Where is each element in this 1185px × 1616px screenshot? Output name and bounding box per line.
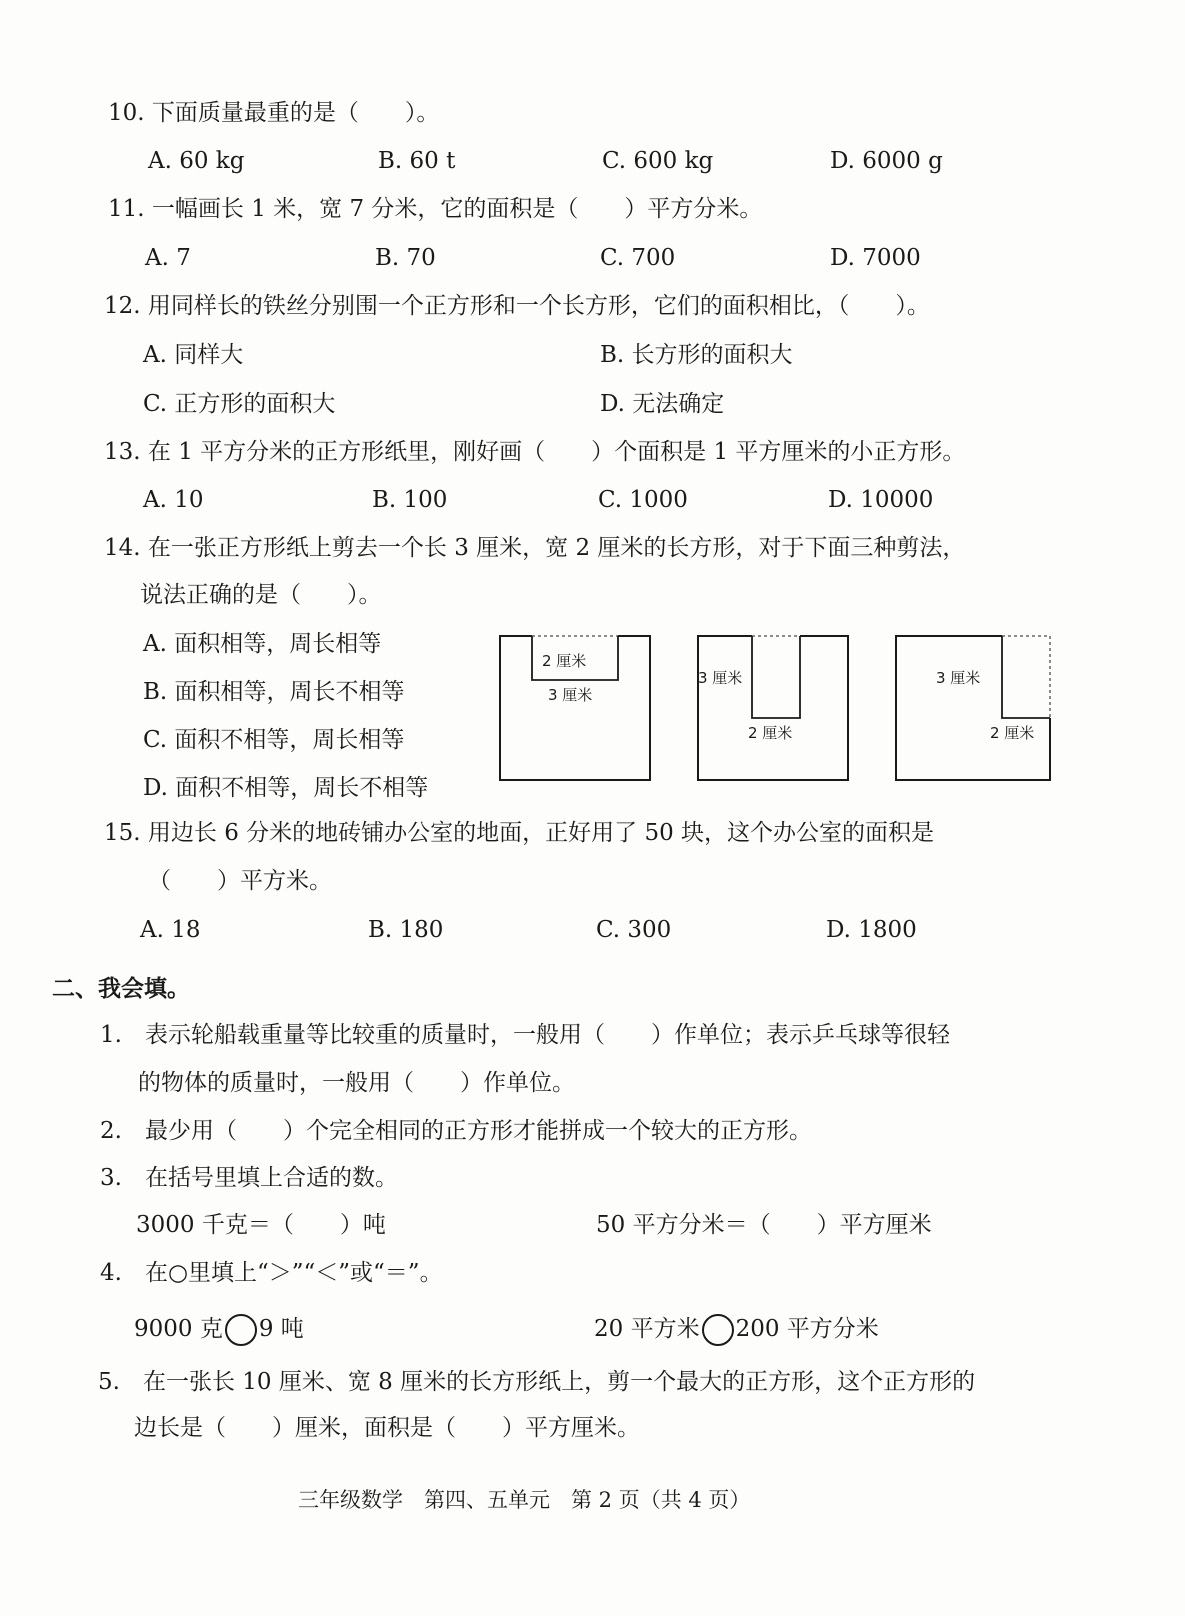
q14-option-d: D. 面积不相等，周长不相等 (143, 775, 429, 801)
section2-p3-b: 50 平方分米＝（ ）平方厘米 (596, 1212, 932, 1238)
q10-option-c: C. 600 kg (602, 148, 714, 174)
section2-p1-line2: 的物体的质量时，一般用（ ）作单位。 (138, 1070, 575, 1096)
q14-option-b: B. 面积相等，周长不相等 (143, 679, 405, 705)
section2-p5-line1: 5. 在一张长 10 厘米、宽 8 厘米的长方形纸上，剪一个最大的正方形，这个正方形的 (98, 1369, 976, 1395)
q14-stem-line1: 14. 在一张正方形纸上剪去一个长 3 厘米，宽 2 厘米的长方形，对于下面三种剪法， (104, 535, 966, 561)
q15-option-d: D. 1800 (826, 917, 917, 943)
q14-stem-line2: 说法正确的是（ ）。 (140, 582, 382, 608)
p4-a-right: 9 吨 (258, 1316, 304, 1342)
q13-option-d: D. 10000 (828, 487, 934, 513)
q13-stem: 13. 在 1 平方分米的正方形纸里，刚好画（ ）个面积是 1 平方厘米的小正方形。 (104, 439, 966, 465)
q10-option-b: B. 60 t (378, 148, 456, 174)
q12-option-d: D. 无法确定 (600, 391, 725, 417)
section2-p3: 3. 在括号里填上合适的数。 (100, 1165, 398, 1191)
section2-p2: 2. 最少用（ ）个完全相同的正方形才能拼成一个较大的正方形。 (100, 1118, 812, 1144)
section2-p4: 4. 在○里填上“＞”“＜”或“＝”。 (100, 1260, 443, 1286)
section2-p4-b (594, 1314, 879, 1346)
q10-option-a: A. 60 kg (148, 148, 245, 174)
p4-b-left: 20 平方米 (594, 1316, 700, 1342)
q11-option-c: C. 700 (600, 245, 676, 271)
q12-option-c: C. 正方形的面积大 (143, 391, 336, 417)
q14-fig3-width-label: 2 厘米 (990, 724, 1035, 742)
q12-option-a: A. 同样大 (143, 342, 244, 368)
compare-circle-a[interactable] (225, 1314, 257, 1346)
q12-option-b: B. 长方形的面积大 (600, 342, 793, 368)
q14-fig1-width-label: 2 厘米 (542, 652, 587, 670)
compare-circle-b[interactable] (702, 1314, 734, 1346)
q14-fig3-length-label: 3 厘米 (936, 669, 981, 687)
q14-option-c: C. 面积不相等，周长相等 (143, 727, 405, 753)
q13-option-b: B. 100 (372, 487, 448, 513)
q10-stem: 10. 下面质量最重的是（ ）。 (108, 100, 440, 126)
q12-stem: 12. 用同样长的铁丝分别围一个正方形和一个长方形，它们的面积相比，（ ）。 (104, 293, 930, 319)
q14-figure-1 (500, 636, 650, 780)
q15-option-a: A. 18 (140, 917, 201, 943)
section2-p4-a (134, 1314, 304, 1346)
q14-figure-2 (698, 636, 848, 780)
q15-option-b: B. 180 (368, 917, 444, 943)
q14-figures (490, 628, 1060, 793)
q15-stem-line2: （ ）平方米。 (148, 868, 332, 894)
q15-stem-line1: 15. 用边长 6 分米的地砖铺办公室的地面，正好用了 50 块，这个办公室的面积是 (104, 820, 935, 846)
q10-option-d: D. 6000 g (830, 148, 943, 174)
section2-p5-line2: 边长是（ ）厘米，面积是（ ）平方厘米。 (134, 1415, 640, 1441)
q11-option-b: B. 70 (375, 245, 436, 271)
q14-fig2-width-label: 2 厘米 (748, 724, 793, 742)
q14-fig2-length-label: 3 厘米 (698, 669, 743, 687)
q11-option-a: A. 7 (145, 245, 191, 271)
page-footer: 三年级数学 第四、五单元 第 2 页（共 4 页） (298, 1488, 751, 1512)
section2-title: 二、我会填。 (52, 976, 190, 1002)
section2-p3-a: 3000 千克＝（ ）吨 (136, 1212, 386, 1238)
q11-stem: 11. 一幅画长 1 米，宽 7 分米，它的面积是（ ）平方分米。 (108, 196, 763, 222)
q14-option-a: A. 面积相等，周长相等 (143, 631, 382, 657)
q15-option-c: C. 300 (596, 917, 672, 943)
q13-option-a: A. 10 (143, 487, 204, 513)
q14-fig1-length-label: 3 厘米 (548, 686, 593, 704)
q14-figure-3 (896, 636, 1050, 780)
p4-b-right: 200 平方分米 (735, 1316, 879, 1342)
section2-p1-line1: 1. 表示轮船载重量等比较重的质量时，一般用（ ）作单位；表示乒乓球等很轻 (100, 1022, 950, 1048)
p4-a-left: 9000 克 (134, 1316, 223, 1342)
q11-option-d: D. 7000 (830, 245, 921, 271)
q13-option-c: C. 1000 (598, 487, 688, 513)
